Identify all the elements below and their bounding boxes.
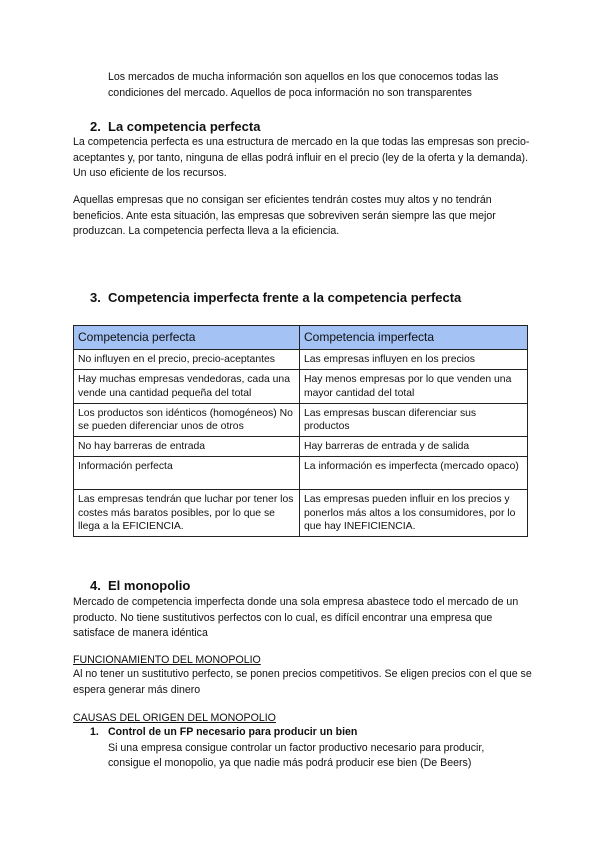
section-4-number: 4. xyxy=(90,578,101,593)
section-3-number: 3. xyxy=(90,290,101,305)
table-header-perfecta: Competencia perfecta xyxy=(74,326,300,350)
intro-paragraph: Los mercados de mucha información son aquellos en los que conocemos todas las condiciones del mercado. Aquellos de poca información no son transparentes xyxy=(108,71,499,99)
table-cell: Las empresas pueden influir en los precios y ponerlos más altos a los consumidores, por lo que hay INEFICIENCIA. xyxy=(300,490,528,537)
section-2-heading xyxy=(90,119,260,134)
funcionamiento-heading: FUNCIONAMIENTO DEL MONOPOLIO xyxy=(73,654,261,666)
table-row xyxy=(74,403,528,436)
table-cell: Las empresas tendrán que luchar por tener los costes más baratos posibles, por lo que se llega a la EFICIENCIA. xyxy=(74,490,300,537)
section-2-paragraph-2: Aquellas empresas que no consigan ser eficientes tendrán costes muy altos y no tendrán beneficios. Ante esta situación, las empresas que sobreviven serán siempre las que mejor produzcan. La competencia perfecta lleva a la eficiencia. xyxy=(73,194,496,237)
table-cell: Las empresas influyen en los precios xyxy=(300,350,528,370)
section-3-heading xyxy=(90,290,461,305)
table-cell: Información perfecta xyxy=(74,457,300,490)
comparison-table xyxy=(73,325,528,537)
table-cell: Hay muchas empresas vendedoras, cada una vende una cantidad pequeña del total xyxy=(74,370,300,403)
table-cell: Los productos son idénticos (homogéneos) No se pueden diferenciar unos de otros xyxy=(74,403,300,436)
section-4-title: El monopolio xyxy=(108,578,191,593)
table-cell: Hay menos empresas por lo que venden una mayor cantidad del total xyxy=(300,370,528,403)
causas-item-number: 1. xyxy=(90,726,99,738)
table-row xyxy=(74,490,528,537)
section-2-paragraph-1: La competencia perfecta es una estructura de mercado en la que todas las empresas son precio-aceptantes y, por tanto, ninguna de ellas podrá influir en el precio (ley de la oferta y la demanda). Un uso eficiente de los recursos. xyxy=(73,136,530,179)
table-header-row xyxy=(74,326,528,350)
causas-heading: CAUSAS DEL ORIGEN DEL MONOPOLIO xyxy=(73,712,276,724)
table-row xyxy=(74,457,528,490)
table-row xyxy=(74,370,528,403)
funcionamiento-text: Al no tener un sustitutivo perfecto, se ponen precios competitivos. Se eligen precios con el que se espera generar más dinero xyxy=(73,668,532,696)
section-2-title: La competencia perfecta xyxy=(108,119,261,134)
causas-item-text: Si una empresa consigue controlar un factor productivo necesario para producir, consigue el monopolio, ya que nadie más podrá producir ese bien (De Beers) xyxy=(108,741,485,769)
causas-item-title: Control de un FP necesario para producir un bien xyxy=(108,726,358,738)
table-header-imperfecta: Competencia imperfecta xyxy=(300,326,528,350)
table-row xyxy=(74,437,528,457)
table-row xyxy=(74,350,528,370)
table-cell: Las empresas buscan diferenciar sus productos xyxy=(300,403,528,436)
section-4-heading xyxy=(90,578,190,593)
table-cell: No influyen en el precio, precio-aceptantes xyxy=(74,350,300,370)
causas-item-heading xyxy=(90,725,540,741)
table-cell: No hay barreras de entrada xyxy=(74,437,300,457)
table-cell: La información es imperfecta (mercado opaco) xyxy=(300,457,528,490)
table-cell: Hay barreras de entrada y de salida xyxy=(300,437,528,457)
causas-list-item xyxy=(90,725,540,772)
section-2-number: 2. xyxy=(90,119,101,134)
section-3-title: Competencia imperfecta frente a la competencia perfecta xyxy=(108,290,462,305)
section-4-paragraph: Mercado de competencia imperfecta donde una sola empresa abastece todo el mercado de un producto. No tiene sustitutivos perfectos con lo cual, es difícil encontrar una empresa que satisface de manera idéntica xyxy=(73,596,519,639)
